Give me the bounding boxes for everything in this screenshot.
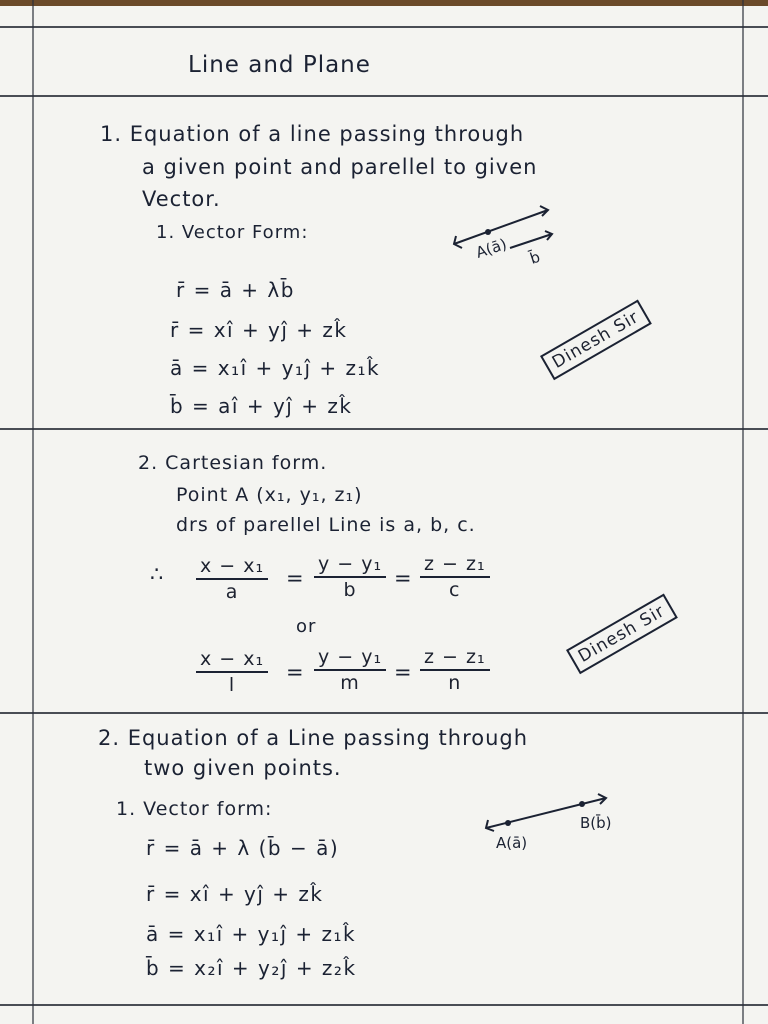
margin-line bbox=[742, 0, 744, 1024]
rule-line bbox=[0, 26, 768, 28]
page-title: Line and Plane bbox=[188, 52, 371, 78]
section2-vector-eq-1: r̄ = ā + λ (b̄ − ā) bbox=[146, 836, 340, 860]
author-stamp: Dinesh Sir bbox=[566, 594, 678, 675]
point-a-label: A(ā) bbox=[473, 235, 509, 262]
section2-vector-eq-2: r̄ = xî + yĵ + zk̂ bbox=[146, 882, 324, 906]
rule-line bbox=[0, 1004, 768, 1006]
vector-form-label: 1. Vector Form: bbox=[156, 222, 309, 243]
fraction-y bbox=[314, 553, 386, 601]
equals-sign: = bbox=[394, 660, 413, 684]
vector-eq-3: ā = x₁î + y₁ĵ + z₁k̂ bbox=[170, 356, 381, 380]
point-a-dot bbox=[505, 820, 511, 826]
rule-line bbox=[0, 712, 768, 714]
rule-line bbox=[0, 428, 768, 430]
fraction-z-alt-numerator: z − z₁ bbox=[420, 646, 490, 671]
fraction-z-numerator: z − z₁ bbox=[420, 553, 490, 578]
point-a-label: A(ā) bbox=[496, 834, 528, 852]
section1-heading-line1: 1. Equation of a line passing through bbox=[100, 122, 525, 146]
equals-sign: = bbox=[286, 566, 305, 590]
point-b-label: B(b̄) bbox=[580, 814, 612, 832]
section2-vector-form-label: 1. Vector form: bbox=[116, 798, 273, 820]
cartesian-drs: drs of parellel Line is a, b, c. bbox=[176, 514, 476, 536]
fraction-x bbox=[196, 555, 268, 603]
author-stamp: Dinesh Sir bbox=[540, 300, 652, 381]
vector-eq-4: b̄ = aî + yĵ + zk̂ bbox=[170, 394, 353, 418]
section2-heading-line2: two given points. bbox=[144, 756, 342, 780]
fraction-x-denominator: a bbox=[225, 581, 239, 603]
vector-eq-1: r̄ = ā + λb̄ bbox=[176, 278, 295, 302]
fraction-y-alt-numerator: y − y₁ bbox=[314, 646, 386, 671]
line-through-point-diagram bbox=[448, 200, 568, 270]
therefore-symbol: ∴ bbox=[150, 562, 165, 586]
vector-eq-2: r̄ = xî + yĵ + zk̂ bbox=[170, 318, 348, 342]
fraction-x-numerator: x − x₁ bbox=[196, 555, 268, 580]
fraction-x-alt-numerator: x − x₁ bbox=[196, 648, 268, 673]
equals-sign: = bbox=[286, 660, 305, 684]
fraction-y-alt-denominator: m bbox=[340, 672, 360, 694]
fraction-z-denominator: c bbox=[449, 579, 461, 601]
vector-b-arrow bbox=[510, 234, 552, 248]
section2-vector-eq-4: b̄ = x₂î + y₂ĵ + z₂k̂ bbox=[146, 956, 357, 980]
line-through-two-points-diagram bbox=[478, 786, 648, 856]
fraction-y-denominator: b bbox=[343, 579, 357, 601]
fraction-z bbox=[420, 553, 490, 601]
section1-heading-line2: a given point and parellel to given bbox=[142, 155, 538, 179]
or-text: or bbox=[296, 616, 317, 637]
section1-heading-line3: Vector. bbox=[142, 187, 221, 211]
fraction-x-alt bbox=[196, 648, 268, 696]
margin-line bbox=[32, 0, 34, 1024]
point-a-dot bbox=[485, 229, 491, 235]
cartesian-form-label: 2. Cartesian form. bbox=[138, 452, 328, 474]
rule-line bbox=[0, 95, 768, 97]
section2-vector-eq-3: ā = x₁î + y₁ĵ + z₁k̂ bbox=[146, 922, 357, 946]
point-b-dot bbox=[579, 801, 585, 807]
top-edge bbox=[0, 0, 768, 6]
fraction-y-alt bbox=[314, 646, 386, 694]
cartesian-point: Point A (x₁, y₁, z₁) bbox=[176, 484, 363, 506]
fraction-y-numerator: y − y₁ bbox=[314, 553, 386, 578]
equals-sign: = bbox=[394, 566, 413, 590]
vector-b-label: b̄ bbox=[527, 247, 543, 268]
fraction-x-alt-denominator: l bbox=[228, 674, 236, 696]
fraction-z-alt-denominator: n bbox=[448, 672, 462, 694]
section2-heading-line1: 2. Equation of a Line passing through bbox=[98, 726, 529, 750]
fraction-z-alt bbox=[420, 646, 490, 694]
